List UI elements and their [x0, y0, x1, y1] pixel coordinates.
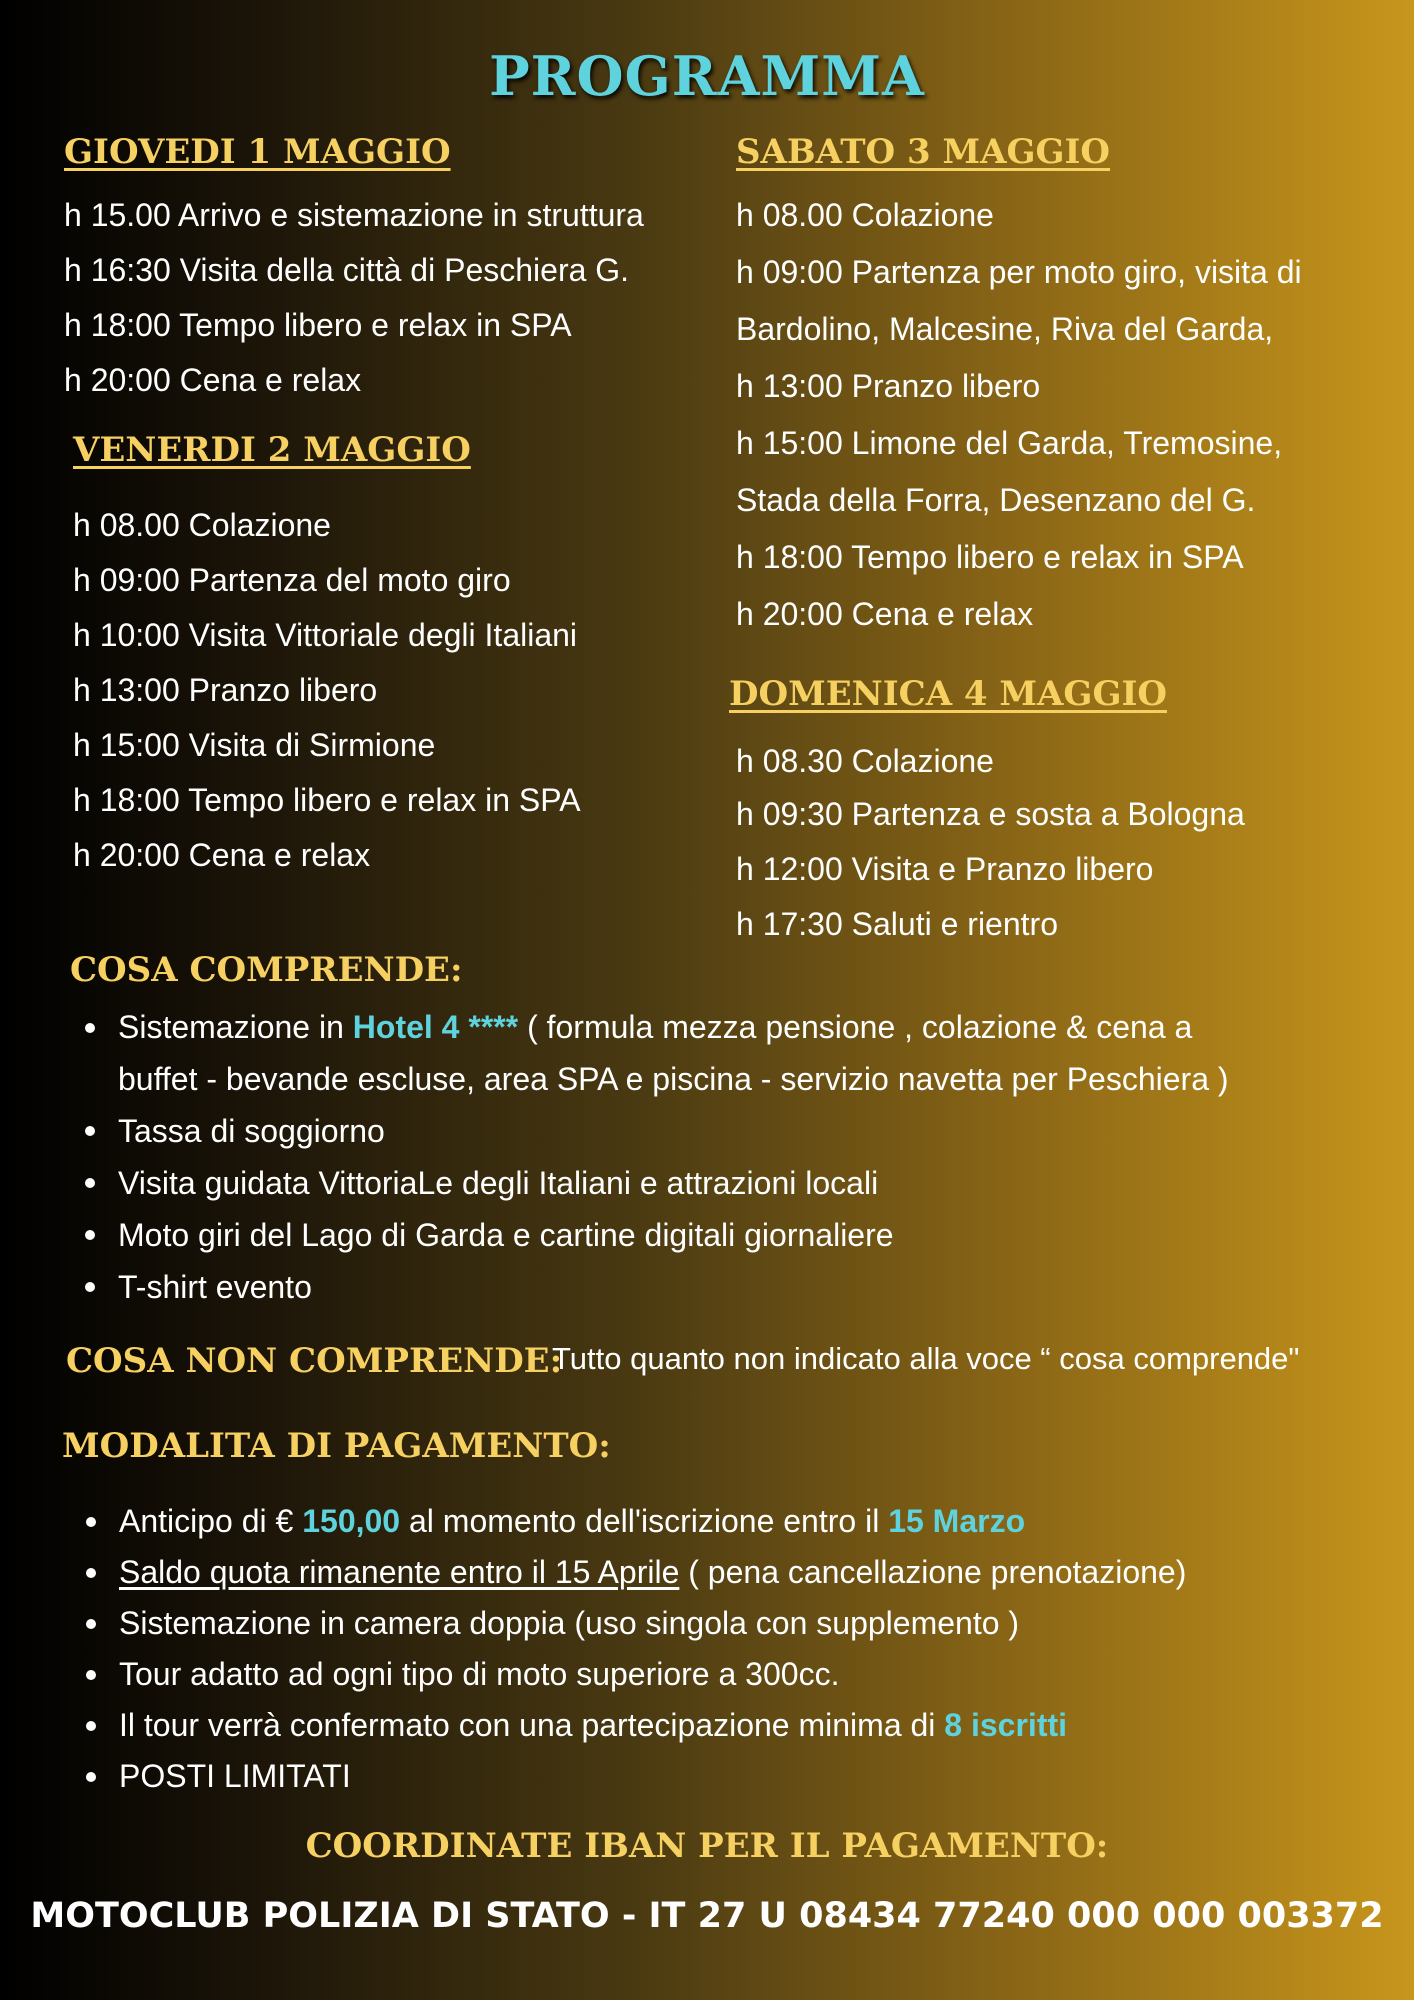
schedule-item: h 15:00 Limone del Garda, Tremosine,	[736, 425, 1283, 461]
list-item: POSTI LIMITATI	[71, 1751, 1186, 1802]
hotel-highlight: Hotel 4 ****	[352, 1009, 519, 1045]
schedule-item: h 09:30 Partenza e sosta a Bologna	[736, 796, 1245, 832]
schedule-item: h 08.00 Colazione	[736, 197, 994, 233]
payment-list	[71, 1496, 1186, 1802]
list-item	[70, 1001, 1229, 1105]
deposit-prefix: Anticipo di €	[119, 1503, 303, 1539]
includes-hotel-suffix: ( formula mezza pensione , colazione & cena a	[518, 1009, 1193, 1045]
list-item: Moto giri del Lago di Garda e cartine digitali giornaliere	[70, 1209, 1229, 1261]
minimum-prefix: Il tour verrà confermato con una partecipazione minima di	[119, 1707, 945, 1743]
payment-heading: MODALITA DI PAGAMENTO:	[62, 1426, 611, 1466]
list-item	[71, 1547, 1186, 1598]
iban-heading: COORDINATE IBAN PER IL PAGAMENTO:	[305, 1826, 1109, 1866]
minimum-highlight: 8 iscritti	[944, 1707, 1068, 1743]
list-item	[71, 1496, 1186, 1547]
includes-heading: COSA COMPRENDE:	[70, 950, 463, 990]
schedule-item: h 20:00 Cena e relax	[64, 362, 362, 398]
list-item: Visita guidata VittoriaLe degli Italiani e attrazioni locali	[70, 1157, 1229, 1209]
deposit-middle: al momento dell'iscrizione entro il	[400, 1503, 889, 1539]
list-item	[71, 1700, 1186, 1751]
deposit-amount: 150,00	[302, 1503, 401, 1539]
schedule-item: h 13:00 Pranzo libero	[73, 672, 378, 708]
day-heading-friday: VENERDI 2 MAGGIO	[73, 430, 471, 470]
schedule-item: Bardolino, Malcesine, Riva del Garda,	[736, 311, 1274, 347]
schedule-item: h 18:00 Tempo libero e relax in SPA	[73, 782, 581, 818]
excludes-heading: COSA NON COMPRENDE:	[66, 1341, 563, 1381]
schedule-item: h 12:00 Visita e Pranzo libero	[736, 851, 1154, 887]
balance-underlined: Saldo quota rimanente entro il 15 Aprile	[119, 1554, 680, 1590]
schedule-item: h 18:00 Tempo libero e relax in SPA	[64, 307, 572, 343]
day-heading-saturday: SABATO 3 MAGGIO	[736, 132, 1111, 172]
schedule-item: h 08.30 Colazione	[736, 743, 994, 779]
day-heading-thursday: GIOVEDI 1 MAGGIO	[64, 132, 451, 172]
schedule-item: h 13:00 Pranzo libero	[736, 368, 1041, 404]
schedule-item: Stada della Forra, Desenzano del G.	[736, 482, 1256, 518]
list-item: T-shirt evento	[70, 1261, 1229, 1313]
list-item: Tour adatto ad ogni tipo di moto superiore a 300cc.	[71, 1649, 1186, 1700]
deposit-date: 15 Marzo	[888, 1503, 1026, 1539]
iban-text: MOTOCLUB POLIZIA DI STATO - IT 27 U 08434 77240 000 000 003372	[30, 1896, 1384, 1936]
includes-list	[70, 1001, 1229, 1313]
includes-hotel-prefix: Sistemazione in	[118, 1009, 353, 1045]
schedule-item: h 20:00 Cena e relax	[73, 837, 371, 873]
day-heading-sunday: DOMENICA 4 MAGGIO	[729, 674, 1168, 714]
schedule-item: h 15.00 Arrivo e sistemazione in struttura	[64, 197, 644, 233]
schedule-item: h 18:00 Tempo libero e relax in SPA	[736, 539, 1244, 575]
excludes-text: Tutto quanto non indicato alla voce “ cosa comprende"	[552, 1341, 1300, 1376]
schedule-item: h 09:00 Partenza per moto giro, visita di	[736, 254, 1302, 290]
list-item: Sistemazione in camera doppia (uso singola con supplemento )	[71, 1598, 1186, 1649]
schedule-item: h 17:30 Saluti e rientro	[736, 906, 1058, 942]
schedule-item: h 09:00 Partenza del moto giro	[73, 562, 511, 598]
schedule-item: h 16:30 Visita della città di Peschiera G.	[64, 252, 630, 288]
list-item: Tassa di soggiorno	[70, 1105, 1229, 1157]
schedule-item: h 15:00 Visita di Sirmione	[73, 727, 436, 763]
balance-rest: ( pena cancellazione prenotazione)	[679, 1554, 1187, 1590]
schedule-item: h 10:00 Visita Vittoriale degli Italiani	[73, 617, 578, 653]
page-title: PROGRAMMA	[489, 44, 925, 108]
schedule-item: h 08.00 Colazione	[73, 507, 331, 543]
schedule-item: h 20:00 Cena e relax	[736, 596, 1034, 632]
includes-hotel-line2: buffet - bevande escluse, area SPA e piscina - servizio navetta per Peschiera )	[118, 1061, 1229, 1097]
